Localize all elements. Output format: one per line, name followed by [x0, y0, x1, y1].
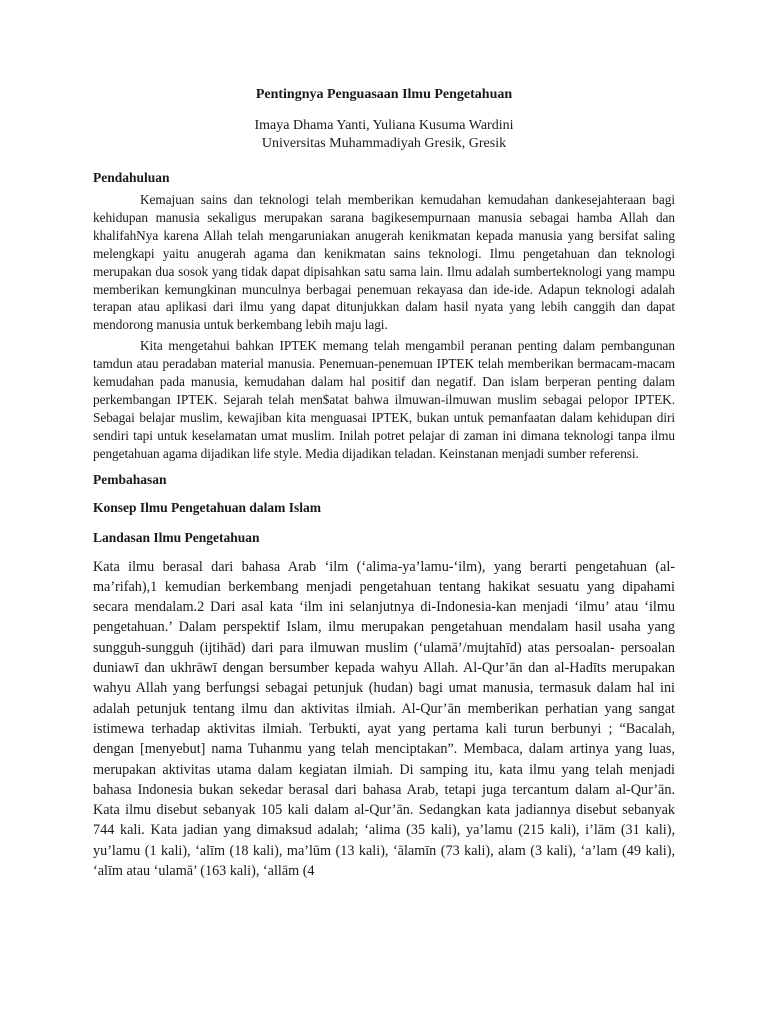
- document-affiliation: Universitas Muhammadiyah Gresik, Gresik: [261, 136, 507, 151]
- heading-pendahuluan: Pendahuluan: [93, 170, 170, 185]
- heading-landasan-ilmu: Landasan Ilmu Pengetahuan: [93, 529, 260, 545]
- intro-paragraph-1: Kemajuan sains dan teknologi telah memberikan kemudahan kemudahan dankesejahteraan bagi kehidupan manusia sekaligus merupakan sarana bagikesempurnaan manusia sebagai hamba Allah dan khalifahNya karena Allah telah mengaruniakan anugerah kenikmatan kepada manusia yang bersifat saling melengkapi yaitu anugerah agama dan kenikmatan sains teknologi. Ilmu pengetahuan dan teknologi merupakan dua sosok yang tidak dapat dipisahkan satu sama lain. Ilmu adalah sumberteknologi yang mampu memberikan kemungkinan munculnya berbagai penemuan rekayasa dan ide-ide. Adapun teknologi adalah terapan atau aplikasi dari ilmu yang dapat ditunjukkan dalam hasil nyata yang lebih canggih dan dapat mendorong manusia untuk berkembang lebih maju lagi.: [93, 192, 675, 333]
- heading-pembahasan: Pembahasan: [93, 471, 167, 487]
- intro-paragraph-2: Kita mengetahui bahkan IPTEK memang telah mengambil peranan penting dalam pembangunan tamdun atau peradaban material manusia. Penemuan-penemuan IPTEK telah memberikan bermacam-macam kemudahan pada manusia, kemudahan dalam hal positif dan negatif. Dan islam berperan penting dalam perkembangan IPTEK. Sejarah telah men$atat bahwa ilmuwan-ilmuwan muslim sebagai pelopor IPTEK. Sebagai belajar muslim, kewajiban kita menguasai IPTEK, bukan untuk pemanfaatan dalam kehidupan diri sendiri tapi untuk keselamatan umat muslim. Inilah potret pelajar di zaman ini dimana teknologi tanpa ilmu pengetahuan agama dijadikan life style. Media dijadikan teladan. Keinstanan menjadi sumber referensi.: [93, 338, 675, 461]
- document-page: [93, 86, 675, 881]
- document-authors: Imaya Dhama Yanti, Yuliana Kusuma Wardini: [254, 118, 514, 133]
- heading-konsep-ilmu: Konsep Ilmu Pengetahuan dalam Islam: [93, 499, 322, 515]
- foundation-paragraph: Kata ilmu berasal dari bahasa Arab ‘ilm (‘alima-ya’lamu-‘ilm), yang berarti pengetahuan (al-ma’rifah),1 kemudian berkembang menjadi pengetahuan tentang hakikat sesuatu yang dipahami secara mendalam.2 Dari asal kata ‘ilm ini selanjutnya di-Indonesia-kan menjadi ‘ilmu’ atau ‘ilmu pengetahuan.’ Dalam perspektif Islam, ilmu merupakan pengetahuan mendalam hasil usaha yang sungguh-sungguh (ijtihād) dari para ilmuwan muslim (‘ulamā’/mujtahīd) atas persoalan- persoalan duniawī dan ukhrāwī dengan bersumber kepada wahyu Allah. Al-Qur’ān dan al-Hadīts merupakan wahyu Allah yang berfungsi sebagai petunjuk (hudan) bagi umat manusia, termasuk dalam hal ini adalah petunjuk tentang ilmu dan aktivitas ilmiah. Al-Qur’ān memberikan perhatian yang sangat istimewa terhadap aktivitas ilmiah. Terbukti, ayat yang pertama kali turun berbunyi ; “Bacalah, dengan [menyebut] nama Tuhanmu yang telah menciptakan”. Membaca, dalam artinya yang luas, merupakan aktivitas utama dalam kegiatan ilmiah. Di samping itu, kata ilmu yang telah menjadi bahasa Indonesia bukan sekedar berasal dari bahasa Arab, tetapi juga tercantum dalam al-Qur’ān. Kata ilmu disebut sebanyak 105 kali dalam al-Qur’ān. Sedangkan kata jadiannya disebut sebanyak 744 kali. Kata jadian yang dimaksud adalah; ‘alima (35 kali), ya’lamu (215 kali), i’lām (31 kali), yu’lamu (1 kali), ‘alīm (18 kali), ma’lūm (13 kali), ‘ālamīn (73 kali), alam (3 kali), ‘a’lam (49 kali), ‘alīm atau ‘ulamā’ (163 kali), ‘allām (4: [93, 558, 675, 880]
- document-title: Pentingnya Penguasaan Ilmu Pengetahuan: [255, 87, 513, 102]
